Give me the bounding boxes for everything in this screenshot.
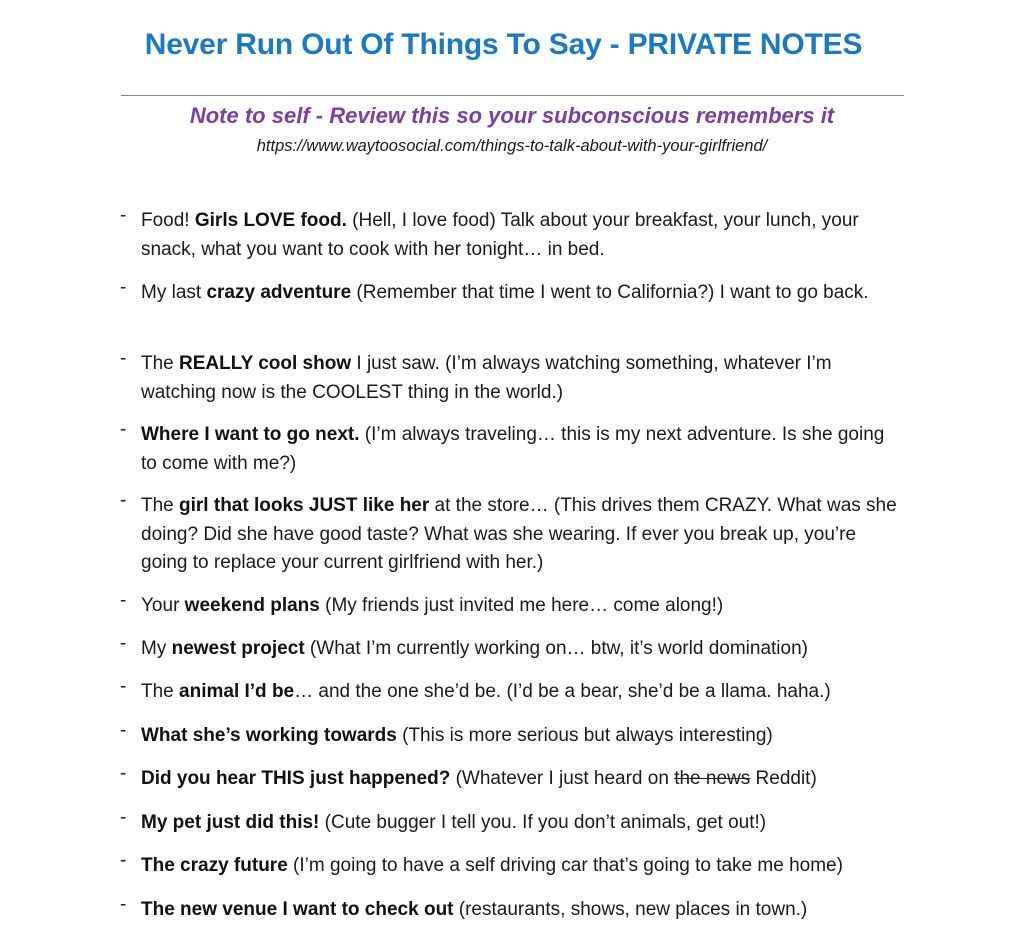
list-item-text: Where I want to go next. (I’m always traveling… this is my next adventure. Is she going to come with me?) xyxy=(141,424,885,474)
list-item-text: The girl that looks JUST like her at the store… (This drives them CRAZY. What was she doing? Did she have good taste? What was she wearing. If ever you break up, you’re going to replace your current girlfriend with her.) xyxy=(141,495,897,573)
list-item-text: The animal I’d be… and the one she’d be. (I’d be a bear, she’d be a llama. haha.) xyxy=(141,681,831,702)
list-item-text: The REALLY cool show I just saw. (I’m always watching something, whatever I’m watching now is the COOLEST thing in the world.) xyxy=(141,353,832,403)
list-item-text: Your weekend plans (My friends just invited me here… come along!) xyxy=(141,595,724,616)
bullet-dash: - xyxy=(120,633,127,654)
page-title: Never Run Out Of Things To Say - PRIVATE NOTES xyxy=(144,28,863,61)
bullet-dash: - xyxy=(120,348,127,369)
list-item-text: My newest project (What I’m currently working on… btw, it’s world domination) xyxy=(141,638,808,659)
divider xyxy=(121,95,904,96)
bullet-dash: - xyxy=(120,277,127,298)
bullet-dash: - xyxy=(120,590,127,611)
bullet-dash: - xyxy=(120,807,127,828)
bullet-dash: - xyxy=(120,676,127,697)
bullet-dash: - xyxy=(120,894,127,915)
list-item-text: My pet just did this! (Cute bugger I tell you. If you don’t animals, get out!) xyxy=(141,812,767,833)
bullet-dash: - xyxy=(120,490,127,511)
bullet-dash: - xyxy=(120,419,127,440)
bullet-dash: - xyxy=(120,720,127,741)
list-item-text: The new venue I want to check out (restaurants, shows, new places in town.) xyxy=(141,899,808,920)
source-url: https://www.waytoosocial.com/things-to-talk-about-with-your-girlfriend/ xyxy=(256,137,768,155)
bullet-dash: - xyxy=(120,850,127,871)
bullet-dash: - xyxy=(120,205,127,226)
subtitle: Note to self - Review this so your subconscious remembers it xyxy=(189,103,835,128)
list-item-text: Did you hear THIS just happened? (Whatever I just heard on the news Reddit) xyxy=(141,768,817,789)
list-item-text: My last crazy adventure (Remember that time I went to California?) I want to go back. xyxy=(141,282,869,303)
bullet-dash: - xyxy=(120,763,127,784)
list-item-text: What she’s working towards (This is more serious but always interesting) xyxy=(141,725,773,746)
list-item-text: Food! Girls LOVE food. (Hell, I love food) Talk about your breakfast, your lunch, your snack, what you want to cook with her tonight… in bed. xyxy=(141,210,859,260)
list-item-text: The crazy future (I’m going to have a self driving car that’s going to take me home) xyxy=(141,855,843,876)
